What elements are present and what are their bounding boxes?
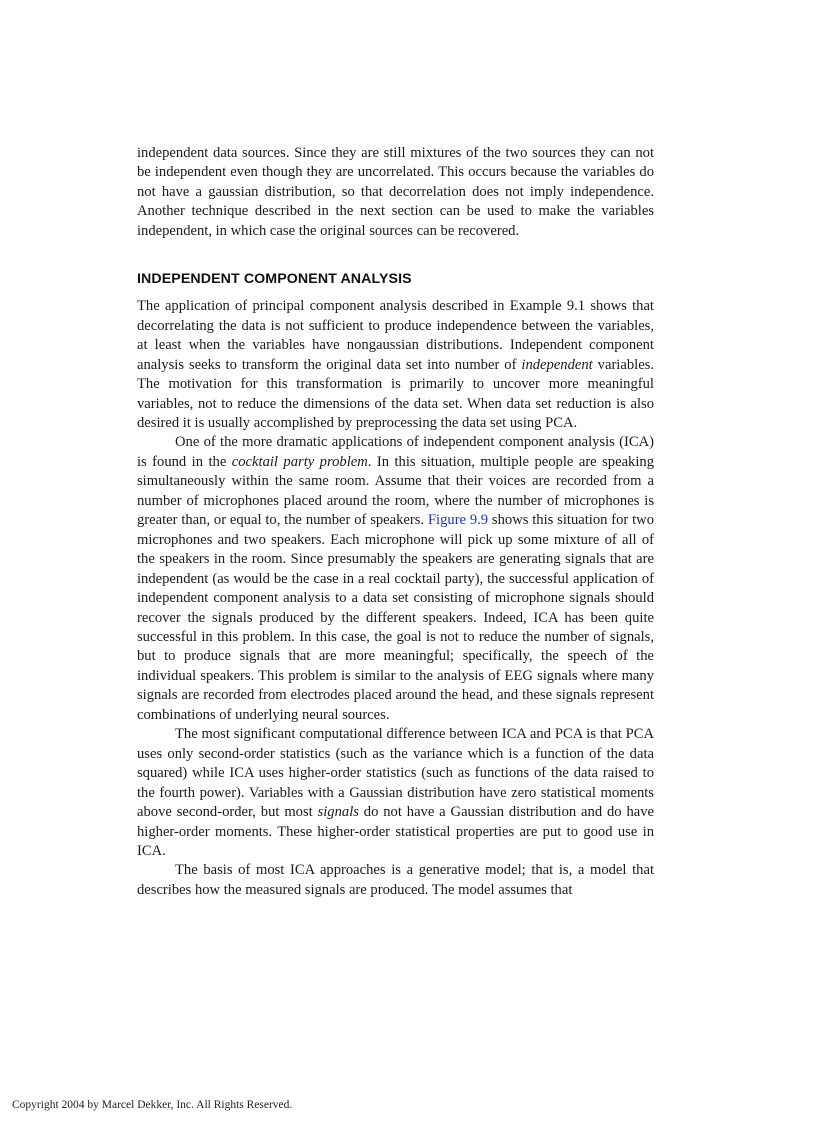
p3-emphasis: signals — [317, 804, 359, 821]
page-body — [137, 144, 654, 900]
p2-text-b: . In this situation, multiple people are speaking simultaneously within the same room. Assume that their voices are recorded from a number of microphones placed around the room, where the number of microphones is greater than, or equal to, the number of speakers. — [137, 453, 654, 529]
p2-emphasis: cocktail party problem — [231, 453, 368, 470]
section-paragraph-2 — [137, 433, 654, 725]
intro-paragraph: independent data sources. Since they are still mixtures of the two sources they can not be independent even though they are uncorrelated. This occurs because the variables do not have a gaussian distribution, so that decorrelation does not imply independence. Another technique described in the next section can be used to make the variables independent, in which case the original sources can be recovered. — [137, 145, 654, 239]
p3-text-a: The most significant computational difference between ICA and PCA is that PCA uses only second-order statistics (such as the variance which is a function of the data squared) while ICA uses higher-order statistics (such as functions of the data raised to the fourth power). Variables with a Gaussian distribution have zero statistical moments above second-order, but most — [137, 726, 654, 821]
section-paragraph-4: The basis of most ICA approaches is a generative model; that is, a model that describes how the measured signals are produced. The model assumes that — [137, 862, 654, 898]
p1-text-a: The application of principal component analysis described in Example 9.1 shows that decorrelating the data is not sufficient to produce independence between the variables, at least when the variables have nongaussian distributions. Independent component analysis seeks to transform the original data set into number of — [137, 298, 654, 373]
section-paragraph-1 — [137, 297, 654, 433]
section-paragraph-3 — [137, 725, 654, 861]
copyright-footer: Copyright 2004 by Marcel Dekker, Inc. All Rights Reserved. — [12, 1099, 293, 1111]
p1-text-b: variables. The motivation for this transformation is primarily to uncover more meaningful variables, not to reduce the dimensions of the data set. When data set reduction is also desired it is usually accomplished by preprocessing the data set using PCA. — [137, 356, 654, 431]
p1-emphasis: independent — [521, 356, 593, 373]
figure-link[interactable]: Figure 9.9 — [427, 512, 489, 529]
p3-text-b: do not have a Gaussian distribution and do have higher-order moments. These higher-order statistical properties are put to good use in ICA. — [137, 804, 654, 859]
p2-text-c: shows this situation for two microphones and two speakers. Each microphone will pick up some mixture of all of the speakers in the room. Since presumably the speakers are generating signals that are independent (as would be the case in a real cocktail party), the successful application of independent component analysis to a data set consisting of microphone signals should recover the signals produced by the different speakers. Indeed, ICA has been quite successful in this problem. In this case, the goal is not to reduce the number of signals, but to produce signals that are more meaningful; specifically, the speech of the individual speakers. This problem is similar to the analysis of EEG signals where many signals are recorded from electrodes placed around the head, and these signals represent combinations of underlying neural sources. — [137, 512, 654, 723]
p2-text-a: One of the more dramatic applications of independent component analysis (ICA) is found in the — [137, 434, 654, 470]
section-heading: INDEPENDENT COMPONENT ANALYSIS — [137, 271, 412, 288]
